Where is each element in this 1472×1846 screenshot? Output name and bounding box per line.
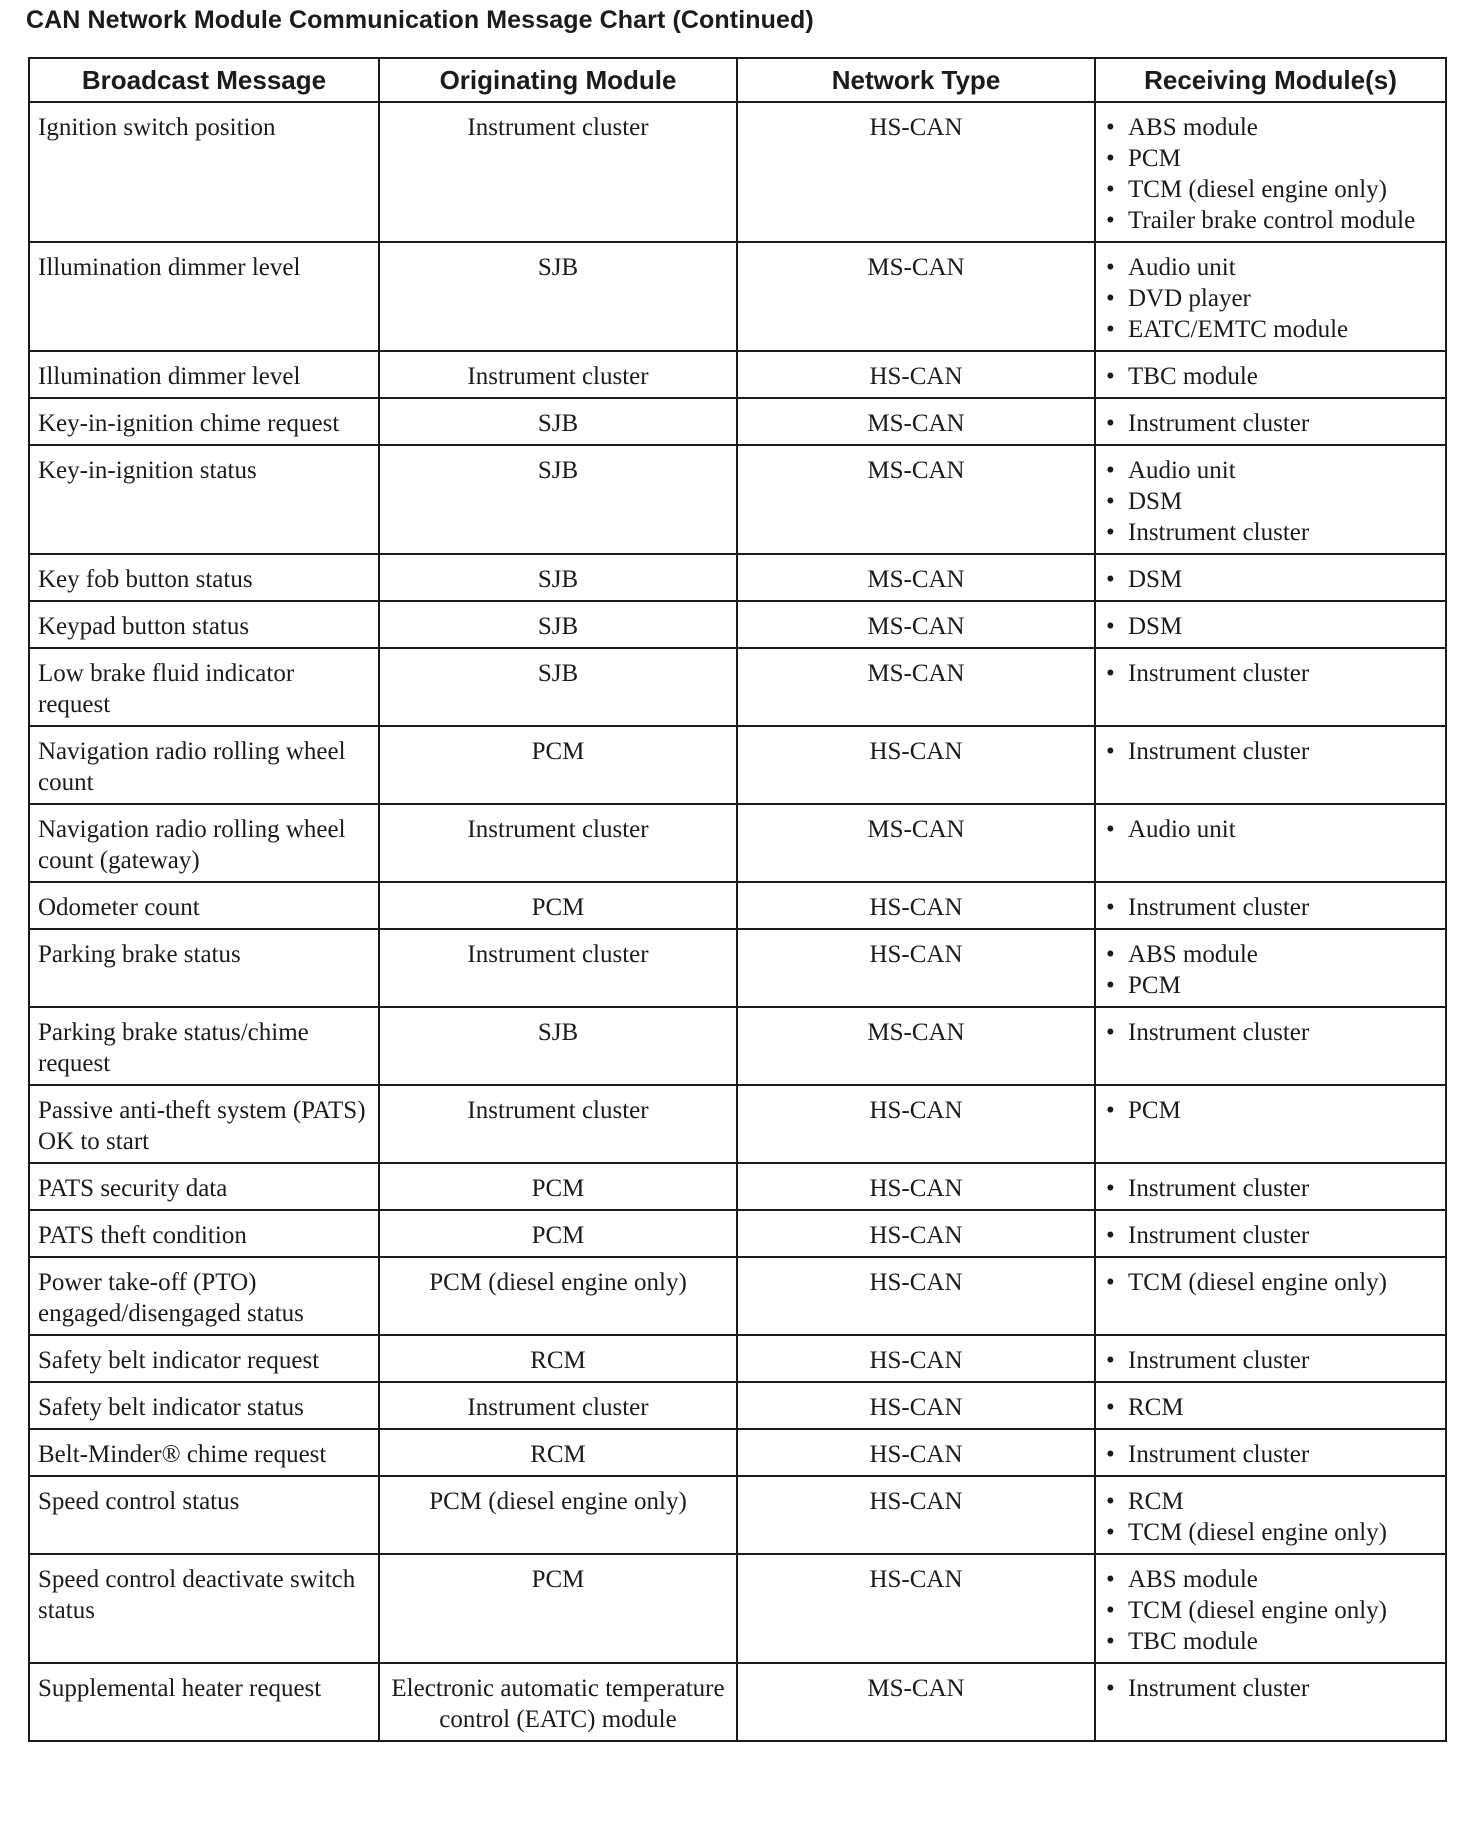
network-type-cell: HS-CAN bbox=[737, 351, 1095, 398]
receiving-modules-cell bbox=[1095, 1257, 1446, 1335]
receiving-module-item: • Trailer brake control module bbox=[1104, 205, 1437, 236]
originating-module-cell: PCM bbox=[379, 882, 737, 929]
receiving-modules-cell bbox=[1095, 554, 1446, 601]
broadcast-message-cell: Key fob button status bbox=[29, 554, 379, 601]
receiving-modules-cell bbox=[1095, 882, 1446, 929]
receiving-modules-cell bbox=[1095, 601, 1446, 648]
network-type-cell: HS-CAN bbox=[737, 1554, 1095, 1663]
receiving-modules-cell bbox=[1095, 1210, 1446, 1257]
chart-title: CAN Network Module Communication Message Chart (Continued) bbox=[26, 6, 814, 34]
header-row bbox=[29, 58, 1446, 102]
originating-module-cell: RCM bbox=[379, 1335, 737, 1382]
originating-module-cell: Instrument cluster bbox=[379, 1382, 737, 1429]
receiving-module-item: • TCM (diesel engine only) bbox=[1104, 1595, 1437, 1626]
table-row bbox=[29, 242, 1446, 351]
network-type-cell: HS-CAN bbox=[737, 1429, 1095, 1476]
broadcast-message-cell: Illumination dimmer level bbox=[29, 242, 379, 351]
table-row bbox=[29, 929, 1446, 1007]
table-row bbox=[29, 1007, 1446, 1085]
originating-module-cell: SJB bbox=[379, 242, 737, 351]
originating-module-cell: RCM bbox=[379, 1429, 737, 1476]
table-row bbox=[29, 1210, 1446, 1257]
receiving-module-list bbox=[1104, 252, 1437, 345]
receiving-module-list bbox=[1104, 1173, 1437, 1204]
network-type-cell: HS-CAN bbox=[737, 726, 1095, 804]
receiving-module-item: • Instrument cluster bbox=[1104, 736, 1437, 767]
table-row bbox=[29, 398, 1446, 445]
originating-module-cell: Instrument cluster bbox=[379, 929, 737, 1007]
table-row bbox=[29, 445, 1446, 554]
originating-module-cell: Electronic automatic temperature control (EATC) module bbox=[379, 1663, 737, 1741]
receiving-module-item: • DSM bbox=[1104, 486, 1437, 517]
broadcast-message-cell: Speed control status bbox=[29, 1476, 379, 1554]
broadcast-message-cell: Navigation radio rolling wheel count bbox=[29, 726, 379, 804]
receiving-module-list bbox=[1104, 1345, 1437, 1376]
receiving-module-item: • Instrument cluster bbox=[1104, 658, 1437, 689]
network-type-cell: HS-CAN bbox=[737, 1335, 1095, 1382]
originating-module-cell: PCM (diesel engine only) bbox=[379, 1476, 737, 1554]
broadcast-message-cell: Speed control deactivate switch status bbox=[29, 1554, 379, 1663]
receiving-module-item: • Instrument cluster bbox=[1104, 408, 1437, 439]
network-type-cell: HS-CAN bbox=[737, 929, 1095, 1007]
receiving-module-item: • Instrument cluster bbox=[1104, 1345, 1437, 1376]
broadcast-message-cell: PATS security data bbox=[29, 1163, 379, 1210]
broadcast-message-cell: Low brake fluid indicator request bbox=[29, 648, 379, 726]
receiving-module-list bbox=[1104, 736, 1437, 767]
network-type-cell: HS-CAN bbox=[737, 102, 1095, 242]
receiving-module-item: • TBC module bbox=[1104, 361, 1437, 392]
broadcast-message-cell: Keypad button status bbox=[29, 601, 379, 648]
originating-module-cell: PCM bbox=[379, 1554, 737, 1663]
receiving-modules-cell bbox=[1095, 1663, 1446, 1741]
receiving-module-list bbox=[1104, 455, 1437, 548]
receiving-module-list bbox=[1104, 892, 1437, 923]
table-row bbox=[29, 1335, 1446, 1382]
receiving-modules-cell bbox=[1095, 1335, 1446, 1382]
originating-module-cell: PCM bbox=[379, 1163, 737, 1210]
receiving-modules-cell bbox=[1095, 804, 1446, 882]
receiving-module-item: • ABS module bbox=[1104, 1564, 1437, 1595]
originating-module-cell: PCM (diesel engine only) bbox=[379, 1257, 737, 1335]
receiving-module-item: • DVD player bbox=[1104, 283, 1437, 314]
originating-module-cell: Instrument cluster bbox=[379, 804, 737, 882]
receiving-module-item: • RCM bbox=[1104, 1486, 1437, 1517]
receiving-modules-cell bbox=[1095, 102, 1446, 242]
receiving-module-item: • TCM (diesel engine only) bbox=[1104, 1517, 1437, 1548]
receiving-module-item: • DSM bbox=[1104, 611, 1437, 642]
broadcast-message-cell: Ignition switch position bbox=[29, 102, 379, 242]
receiving-module-list bbox=[1104, 1267, 1437, 1298]
receiving-module-item: • Instrument cluster bbox=[1104, 1673, 1437, 1704]
broadcast-message-cell: Supplemental heater request bbox=[29, 1663, 379, 1741]
network-type-cell: MS-CAN bbox=[737, 601, 1095, 648]
network-type-cell: MS-CAN bbox=[737, 445, 1095, 554]
receiving-module-list bbox=[1104, 1673, 1437, 1704]
broadcast-message-cell: Power take-off (PTO) engaged/disengaged status bbox=[29, 1257, 379, 1335]
receiving-module-item: • ABS module bbox=[1104, 939, 1437, 970]
receiving-module-list bbox=[1104, 1486, 1437, 1548]
broadcast-message-cell: Odometer count bbox=[29, 882, 379, 929]
originating-module-cell: Instrument cluster bbox=[379, 351, 737, 398]
receiving-modules-cell bbox=[1095, 1429, 1446, 1476]
column-header-network-type: Network Type bbox=[737, 58, 1095, 102]
receiving-modules-cell bbox=[1095, 726, 1446, 804]
receiving-module-list bbox=[1104, 1564, 1437, 1657]
table-row bbox=[29, 726, 1446, 804]
network-type-cell: HS-CAN bbox=[737, 1163, 1095, 1210]
receiving-modules-cell bbox=[1095, 1476, 1446, 1554]
network-type-cell: HS-CAN bbox=[737, 1257, 1095, 1335]
table-row bbox=[29, 882, 1446, 929]
column-header-originating-module: Originating Module bbox=[379, 58, 737, 102]
originating-module-cell: SJB bbox=[379, 445, 737, 554]
broadcast-message-cell: Parking brake status/chime request bbox=[29, 1007, 379, 1085]
receiving-modules-cell bbox=[1095, 1554, 1446, 1663]
broadcast-message-cell: PATS theft condition bbox=[29, 1210, 379, 1257]
receiving-module-list bbox=[1104, 1392, 1437, 1423]
network-type-cell: HS-CAN bbox=[737, 882, 1095, 929]
broadcast-message-cell: Parking brake status bbox=[29, 929, 379, 1007]
table-header bbox=[29, 58, 1446, 102]
network-type-cell: HS-CAN bbox=[737, 1210, 1095, 1257]
table-row bbox=[29, 1257, 1446, 1335]
broadcast-message-cell: Safety belt indicator request bbox=[29, 1335, 379, 1382]
network-type-cell: MS-CAN bbox=[737, 1663, 1095, 1741]
receiving-module-list bbox=[1104, 361, 1437, 392]
broadcast-message-cell: Key-in-ignition status bbox=[29, 445, 379, 554]
receiving-module-item: • PCM bbox=[1104, 143, 1437, 174]
originating-module-cell: SJB bbox=[379, 554, 737, 601]
table-row bbox=[29, 351, 1446, 398]
receiving-module-item: • Instrument cluster bbox=[1104, 1439, 1437, 1470]
table-row bbox=[29, 648, 1446, 726]
receiving-module-list bbox=[1104, 611, 1437, 642]
broadcast-message-cell: Illumination dimmer level bbox=[29, 351, 379, 398]
receiving-module-item: • Audio unit bbox=[1104, 455, 1437, 486]
receiving-modules-cell bbox=[1095, 351, 1446, 398]
originating-module-cell: SJB bbox=[379, 601, 737, 648]
network-type-cell: MS-CAN bbox=[737, 1007, 1095, 1085]
message-chart-table bbox=[28, 57, 1447, 1742]
table-row bbox=[29, 1429, 1446, 1476]
receiving-modules-cell bbox=[1095, 398, 1446, 445]
receiving-module-item: • Instrument cluster bbox=[1104, 1220, 1437, 1251]
receiving-modules-cell bbox=[1095, 648, 1446, 726]
table-body bbox=[29, 102, 1446, 1741]
receiving-modules-cell bbox=[1095, 1085, 1446, 1163]
receiving-module-item: • Audio unit bbox=[1104, 252, 1437, 283]
receiving-module-list bbox=[1104, 564, 1437, 595]
receiving-module-item: • TCM (diesel engine only) bbox=[1104, 1267, 1437, 1298]
table-row bbox=[29, 1382, 1446, 1429]
receiving-modules-cell bbox=[1095, 1382, 1446, 1429]
receiving-modules-cell bbox=[1095, 1163, 1446, 1210]
receiving-module-list bbox=[1104, 658, 1437, 689]
receiving-module-item: • Instrument cluster bbox=[1104, 517, 1437, 548]
broadcast-message-cell: Safety belt indicator status bbox=[29, 1382, 379, 1429]
receiving-modules-cell bbox=[1095, 929, 1446, 1007]
network-type-cell: MS-CAN bbox=[737, 648, 1095, 726]
receiving-module-list bbox=[1104, 939, 1437, 1001]
originating-module-cell: SJB bbox=[379, 398, 737, 445]
table-row bbox=[29, 1085, 1446, 1163]
network-type-cell: MS-CAN bbox=[737, 554, 1095, 601]
originating-module-cell: PCM bbox=[379, 726, 737, 804]
receiving-module-list bbox=[1104, 1017, 1437, 1048]
table-row bbox=[29, 1163, 1446, 1210]
receiving-module-item: • ABS module bbox=[1104, 112, 1437, 143]
receiving-module-list bbox=[1104, 408, 1437, 439]
network-type-cell: HS-CAN bbox=[737, 1085, 1095, 1163]
receiving-module-item: • Instrument cluster bbox=[1104, 892, 1437, 923]
receiving-module-item: • PCM bbox=[1104, 1095, 1437, 1126]
broadcast-message-cell: Belt-Minder® chime request bbox=[29, 1429, 379, 1476]
receiving-module-item: • RCM bbox=[1104, 1392, 1437, 1423]
receiving-module-item: • DSM bbox=[1104, 564, 1437, 595]
receiving-module-item: • EATC/EMTC module bbox=[1104, 314, 1437, 345]
originating-module-cell: Instrument cluster bbox=[379, 1085, 737, 1163]
table-row bbox=[29, 804, 1446, 882]
table-row bbox=[29, 1476, 1446, 1554]
broadcast-message-cell: Navigation radio rolling wheel count (gateway) bbox=[29, 804, 379, 882]
receiving-modules-cell bbox=[1095, 1007, 1446, 1085]
originating-module-cell: PCM bbox=[379, 1210, 737, 1257]
receiving-module-item: • TBC module bbox=[1104, 1626, 1437, 1657]
receiving-module-list bbox=[1104, 814, 1437, 845]
receiving-modules-cell bbox=[1095, 445, 1446, 554]
receiving-module-item: • Instrument cluster bbox=[1104, 1017, 1437, 1048]
network-type-cell: HS-CAN bbox=[737, 1382, 1095, 1429]
table-row bbox=[29, 554, 1446, 601]
network-type-cell: HS-CAN bbox=[737, 1476, 1095, 1554]
receiving-module-item: • Audio unit bbox=[1104, 814, 1437, 845]
receiving-module-list bbox=[1104, 1439, 1437, 1470]
receiving-module-list bbox=[1104, 1095, 1437, 1126]
table-row bbox=[29, 102, 1446, 242]
column-header-broadcast-message: Broadcast Message bbox=[29, 58, 379, 102]
receiving-module-list bbox=[1104, 1220, 1437, 1251]
network-type-cell: MS-CAN bbox=[737, 398, 1095, 445]
receiving-modules-cell bbox=[1095, 242, 1446, 351]
column-header-receiving-modules: Receiving Module(s) bbox=[1095, 58, 1446, 102]
table-row bbox=[29, 1663, 1446, 1741]
originating-module-cell: SJB bbox=[379, 1007, 737, 1085]
broadcast-message-cell: Passive anti-theft system (PATS) OK to start bbox=[29, 1085, 379, 1163]
network-type-cell: MS-CAN bbox=[737, 242, 1095, 351]
table-row bbox=[29, 601, 1446, 648]
receiving-module-list bbox=[1104, 112, 1437, 236]
broadcast-message-cell: Key-in-ignition chime request bbox=[29, 398, 379, 445]
originating-module-cell: Instrument cluster bbox=[379, 102, 737, 242]
receiving-module-item: • Instrument cluster bbox=[1104, 1173, 1437, 1204]
originating-module-cell: SJB bbox=[379, 648, 737, 726]
table-row bbox=[29, 1554, 1446, 1663]
receiving-module-item: • PCM bbox=[1104, 970, 1437, 1001]
receiving-module-item: • TCM (diesel engine only) bbox=[1104, 174, 1437, 205]
network-type-cell: MS-CAN bbox=[737, 804, 1095, 882]
